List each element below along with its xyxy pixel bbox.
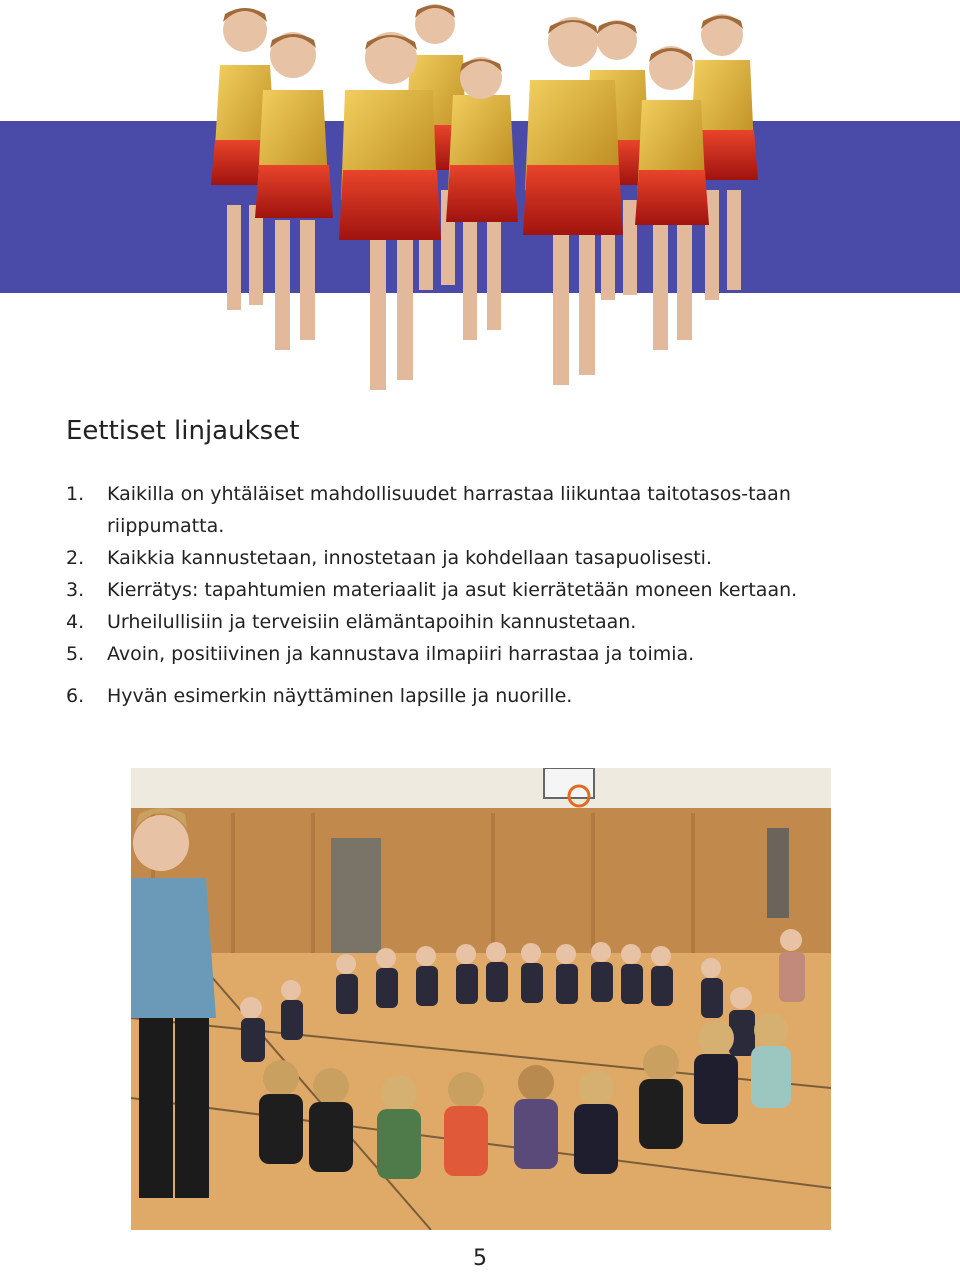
list-item — [66, 606, 886, 638]
list-item — [66, 574, 886, 606]
item-text: Kaikkia kannustetaan, innostetaan ja kohdellaan tasapuolisesti. — [107, 547, 712, 569]
item-number: 1. — [66, 483, 85, 505]
item-text: Kaikilla on yhtäläiset mahdollisuudet harrastaa liikuntaa taitotasos-taan riippumatta. — [107, 483, 791, 537]
item-text: Urheilullisiin ja terveisiin elämäntapoihin kannustetaan. — [107, 611, 637, 633]
item-number: 4. — [66, 611, 85, 633]
dance-team-photo — [205, 0, 785, 400]
dancer — [446, 57, 518, 340]
item-number: 2. — [66, 547, 85, 569]
section-title: Eettiset linjaukset — [66, 416, 300, 446]
page-number: 5 — [473, 1246, 487, 1271]
item-number: 3. — [66, 579, 85, 601]
ethics-guideline-list — [66, 478, 886, 712]
item-number: 5. — [66, 643, 85, 665]
item-text: Avoin, positiivinen ja kannustava ilmapiiri harrastaa ja toimia. — [107, 643, 695, 665]
item-text: Hyvän esimerkin näyttäminen lapsille ja nuorille. — [107, 685, 573, 707]
list-item — [66, 638, 886, 670]
item-text: Kierrätys: tapahtumien materiaalit ja asut kierrätetään moneen kertaan. — [107, 579, 798, 601]
list-item — [66, 478, 886, 542]
gym-circle-photo — [131, 768, 831, 1230]
list-item — [66, 680, 886, 712]
item-number: 6. — [66, 685, 85, 707]
list-item — [66, 542, 886, 574]
